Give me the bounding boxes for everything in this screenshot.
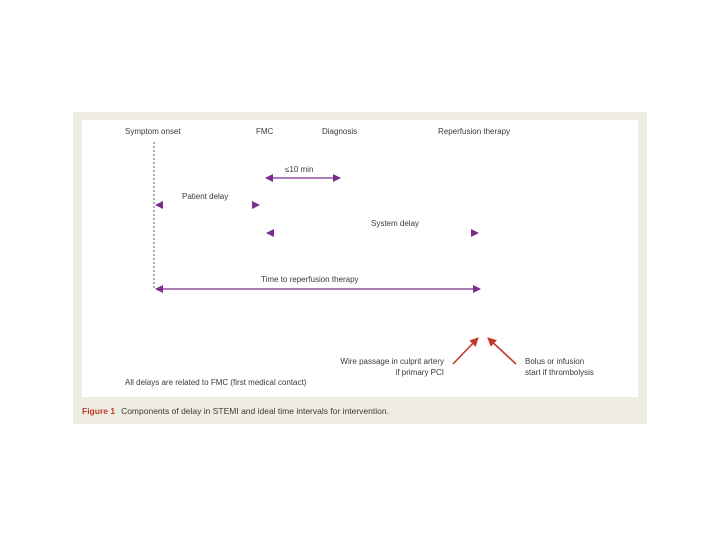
- bolus-note-line2: start if thrombolysis: [525, 368, 594, 377]
- caption-text: Components of delay in STEMI and ideal time intervals for intervention.: [121, 406, 389, 416]
- reperfusion-therapy-label: Reperfusion therapy: [438, 127, 511, 136]
- system-delay-label: System delay: [371, 219, 420, 228]
- patient-delay-right-arrowhead: [252, 201, 260, 209]
- system-delay-left-arrowhead: [266, 229, 274, 237]
- time-to-reperfusion-label: Time to reperfusion therapy: [261, 275, 359, 284]
- wire-passage-arrow: [453, 338, 478, 364]
- all-delays-note: All delays are related to FMC (first medical contact): [125, 378, 307, 387]
- fmc-label: FMC: [256, 127, 274, 136]
- figure-caption: [82, 406, 389, 416]
- diagnosis-label: Diagnosis: [322, 127, 358, 136]
- symptom-onset-label: Symptom onset: [125, 127, 181, 136]
- patient-delay-label: Patient delay: [182, 192, 229, 201]
- bolus-note-line1: Bolus or infusion: [525, 357, 585, 366]
- wire-passage-note-line1: Wire passage in culprit artery: [340, 357, 444, 366]
- bolus-infusion-arrow: [488, 338, 516, 364]
- target-interval-label: ≤10 min: [285, 165, 314, 174]
- wire-passage-note-line2: if primary PCI: [395, 368, 444, 377]
- patient-delay-left-arrowhead: [155, 201, 163, 209]
- figure-label: Figure 1: [82, 406, 116, 416]
- system-delay-right-arrowhead: [471, 229, 479, 237]
